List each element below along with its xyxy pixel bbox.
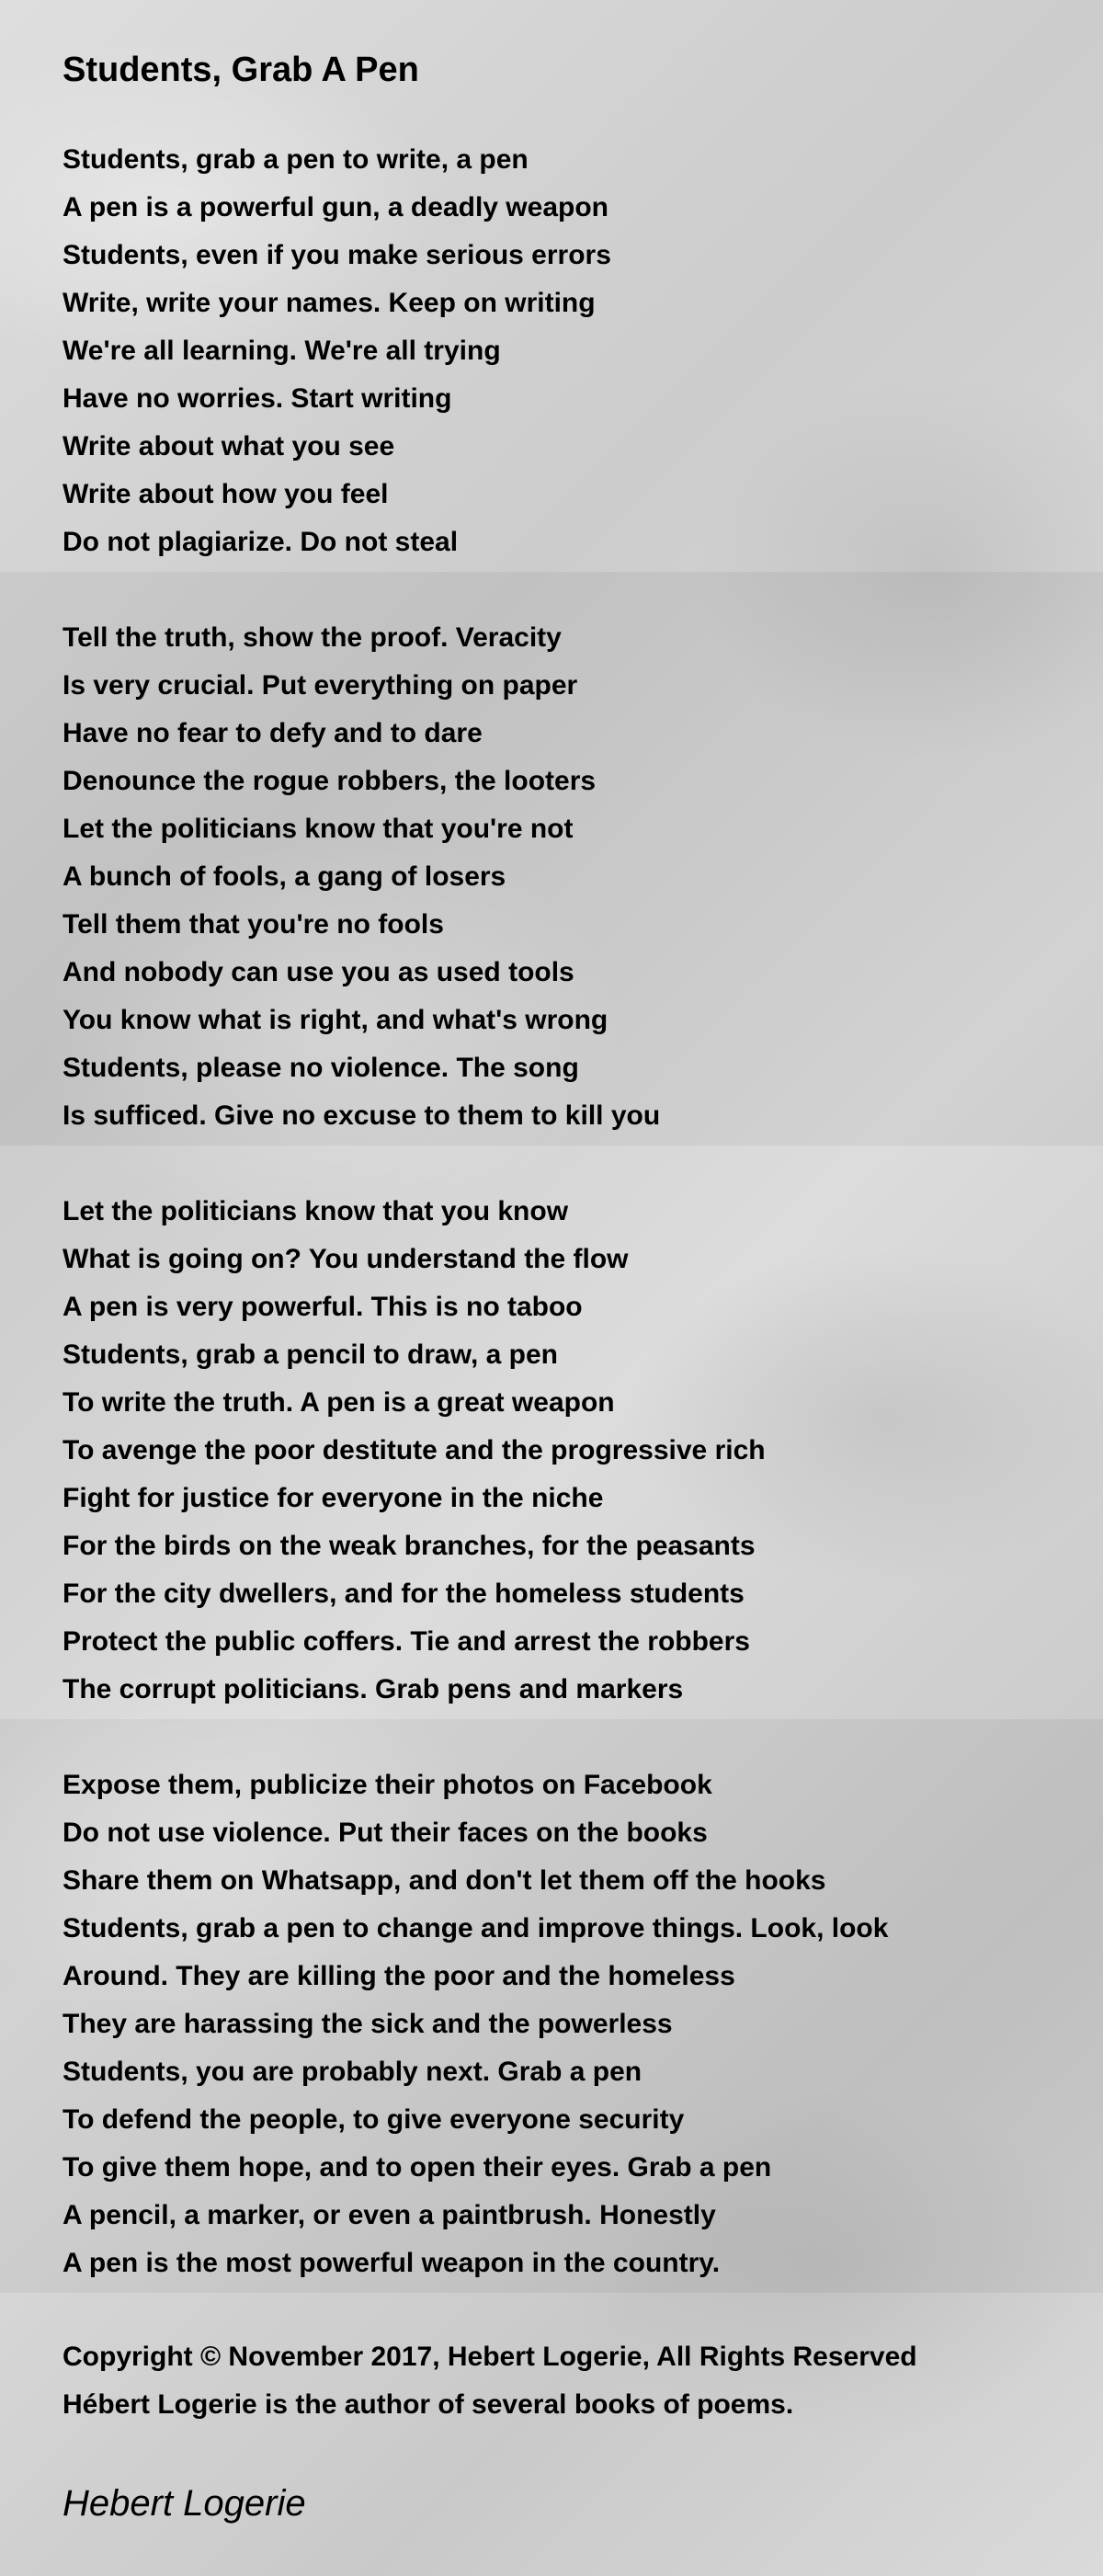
poem-line: Around. They are killing the poor and the homeless xyxy=(63,1961,735,1991)
poem-line: Tell them that you're no fools xyxy=(63,909,444,940)
poem-line: Protect the public coffers. Tie and arrest the robbers xyxy=(63,1626,750,1657)
poem-line: Do not use violence. Put their faces on the books xyxy=(63,1818,708,1848)
stanza-2 xyxy=(63,614,660,1140)
poem-line: Write about what you see xyxy=(63,431,395,462)
poem-line: For the city dwellers, and for the homeless students xyxy=(63,1579,745,1609)
poem-line: We're all learning. We're all trying xyxy=(63,336,501,366)
poem-line: A bunch of fools, a gang of losers xyxy=(63,861,506,892)
poem-line: Students, grab a pencil to draw, a pen xyxy=(63,1339,558,1370)
copyright-line: Copyright © November 2017, Hebert Logerie, All Rights Reserved xyxy=(63,2342,917,2372)
stanza-3 xyxy=(63,1188,766,1714)
poem-line: Students, even if you make serious errors xyxy=(63,240,611,270)
poem-line: To give them hope, and to open their eyes. Grab a pen xyxy=(63,2152,772,2183)
poem-line: You know what is right, and what's wrong xyxy=(63,1005,608,1035)
poem-line: Write, write your names. Keep on writing xyxy=(63,288,596,318)
poem-line: Students, please no violence. The song xyxy=(63,1053,579,1083)
poem-line: Do not plagiarize. Do not steal xyxy=(63,527,459,557)
poem-line: Is sufficed. Give no excuse to them to kill you xyxy=(63,1100,661,1131)
stanza-1 xyxy=(63,136,611,566)
poem-line: Have no fear to defy and to dare xyxy=(63,718,483,748)
poem-line: To defend the people, to give everyone security xyxy=(63,2104,685,2135)
poem-line: And nobody can use you as used tools xyxy=(63,957,574,987)
poem-line: A pen is a powerful gun, a deadly weapon xyxy=(63,192,608,222)
poem-line: A pencil, a marker, or even a paintbrush. Honestly xyxy=(63,2200,716,2230)
poem-line: Expose them, publicize their photos on Facebook xyxy=(63,1770,712,1800)
author-signature: Hebert Logerie xyxy=(63,2483,306,2524)
poem-line: Write about how you feel xyxy=(63,479,389,509)
poem-line: Students, grab a pen to change and improve things. Look, look xyxy=(63,1913,889,1943)
author-bio-line: Hébert Logerie is the author of several books of poems. xyxy=(63,2389,794,2420)
poem-line: Fight for justice for everyone in the niche xyxy=(63,1483,604,1513)
poem-line: Denounce the rogue robbers, the looters xyxy=(63,766,597,796)
poem-line: Is very crucial. Put everything on paper xyxy=(63,670,578,701)
poem-line: Share them on Whatsapp, and don't let them off the hooks xyxy=(63,1865,826,1896)
poem-line: To write the truth. A pen is a great weapon xyxy=(63,1387,615,1418)
poem-line: They are harassing the sick and the powerless xyxy=(63,2009,673,2039)
poem-line: Let the politicians know that you know xyxy=(63,1196,569,1226)
poem-line: For the birds on the weak branches, for the peasants xyxy=(63,1531,756,1561)
poem-line: Let the politicians know that you're not xyxy=(63,814,574,844)
poem-line: A pen is very powerful. This is no taboo xyxy=(63,1292,583,1322)
poem-line: Have no worries. Start writing xyxy=(63,383,452,414)
poem-title: Students, Grab A Pen xyxy=(63,51,419,89)
copyright-notice xyxy=(63,2333,917,2429)
poem-line: What is going on? You understand the flow xyxy=(63,1244,629,1274)
poem-line: Students, you are probably next. Grab a pen xyxy=(63,2057,642,2087)
poem-line: The corrupt politicians. Grab pens and markers xyxy=(63,1674,684,1704)
poem-line: Students, grab a pen to write, a pen xyxy=(63,144,529,175)
poem-line: A pen is the most powerful weapon in the country. xyxy=(63,2248,721,2278)
poem-line: To avenge the poor destitute and the progressive rich xyxy=(63,1435,766,1465)
poem-line: Tell the truth, show the proof. Veracity xyxy=(63,622,562,653)
stanza-4 xyxy=(63,1761,888,2287)
